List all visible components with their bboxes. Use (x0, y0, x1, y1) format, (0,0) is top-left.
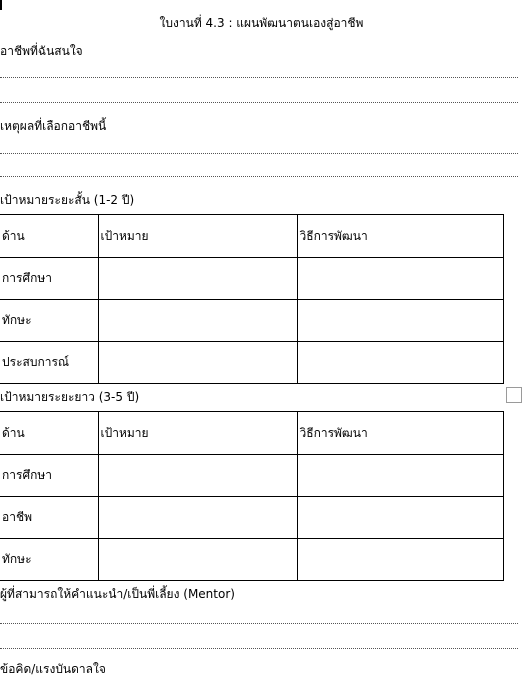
method-cell[interactable] (297, 539, 503, 581)
table-row (0, 300, 503, 342)
table-header-row (0, 215, 503, 258)
header-goal: เป้าหมาย (98, 412, 297, 455)
table-row (0, 258, 503, 300)
inspiration-label: ข้อคิด/แรงบันดาลใจ (0, 662, 106, 676)
row-aspect: ทักษะ (0, 539, 98, 581)
short-term-goals-table (0, 214, 504, 384)
row-aspect: ทักษะ (0, 300, 98, 342)
mentor-answer-line-2[interactable] (0, 648, 518, 649)
method-cell[interactable] (297, 258, 503, 300)
table-row (0, 539, 503, 581)
row-aspect: การศึกษา (0, 455, 98, 497)
goal-cell[interactable] (98, 300, 297, 342)
long-term-goals-label: เป้าหมายระยะยาว (3-5 ปี) (0, 390, 140, 404)
header-aspect: ด้าน (0, 215, 98, 258)
row-aspect: อาชีพ (0, 497, 98, 539)
worksheet-title: ใบงานที่ 4.3 : แผนพัฒนาตนเองสู่อาชีพ (159, 16, 364, 30)
row-aspect: ประสบการณ์ (0, 342, 98, 384)
text-cursor (0, 0, 2, 10)
method-cell[interactable] (297, 455, 503, 497)
method-cell[interactable] (297, 300, 503, 342)
career-answer-line-2[interactable] (0, 102, 518, 103)
goal-cell[interactable] (98, 258, 297, 300)
header-goal: เป้าหมาย (98, 215, 297, 258)
mentor-answer-line-1[interactable] (0, 623, 518, 624)
mentor-label: ผู้ที่สามารถให้คำแนะนำ/เป็นพี่เลี้ยง (Mentor) (0, 587, 235, 601)
career-answer-line-1[interactable] (0, 77, 518, 78)
career-reason-label: เหตุผลที่เลือกอาชีพนี้ (0, 119, 107, 133)
row-aspect: การศึกษา (0, 258, 98, 300)
table-row (0, 455, 503, 497)
method-cell[interactable] (297, 497, 503, 539)
short-term-goals-label: เป้าหมายระยะสั้น (1-2 ปี) (0, 193, 135, 207)
goal-cell[interactable] (98, 539, 297, 581)
long-term-goals-table (0, 411, 504, 581)
career-interest-label: อาชีพที่ฉันสนใจ (0, 44, 83, 58)
reason-answer-line-1[interactable] (0, 153, 518, 154)
header-method: วิธีการพัฒนา (297, 215, 503, 258)
header-method: วิธีการพัฒนา (297, 412, 503, 455)
goal-cell[interactable] (98, 497, 297, 539)
table-header-row (0, 412, 503, 455)
goal-cell[interactable] (98, 342, 297, 384)
method-cell[interactable] (297, 342, 503, 384)
table-row (0, 342, 503, 384)
reason-answer-line-2[interactable] (0, 176, 518, 177)
header-aspect: ด้าน (0, 412, 98, 455)
table-row (0, 497, 503, 539)
goal-cell[interactable] (98, 455, 297, 497)
layout-options-checkbox[interactable] (506, 387, 522, 403)
